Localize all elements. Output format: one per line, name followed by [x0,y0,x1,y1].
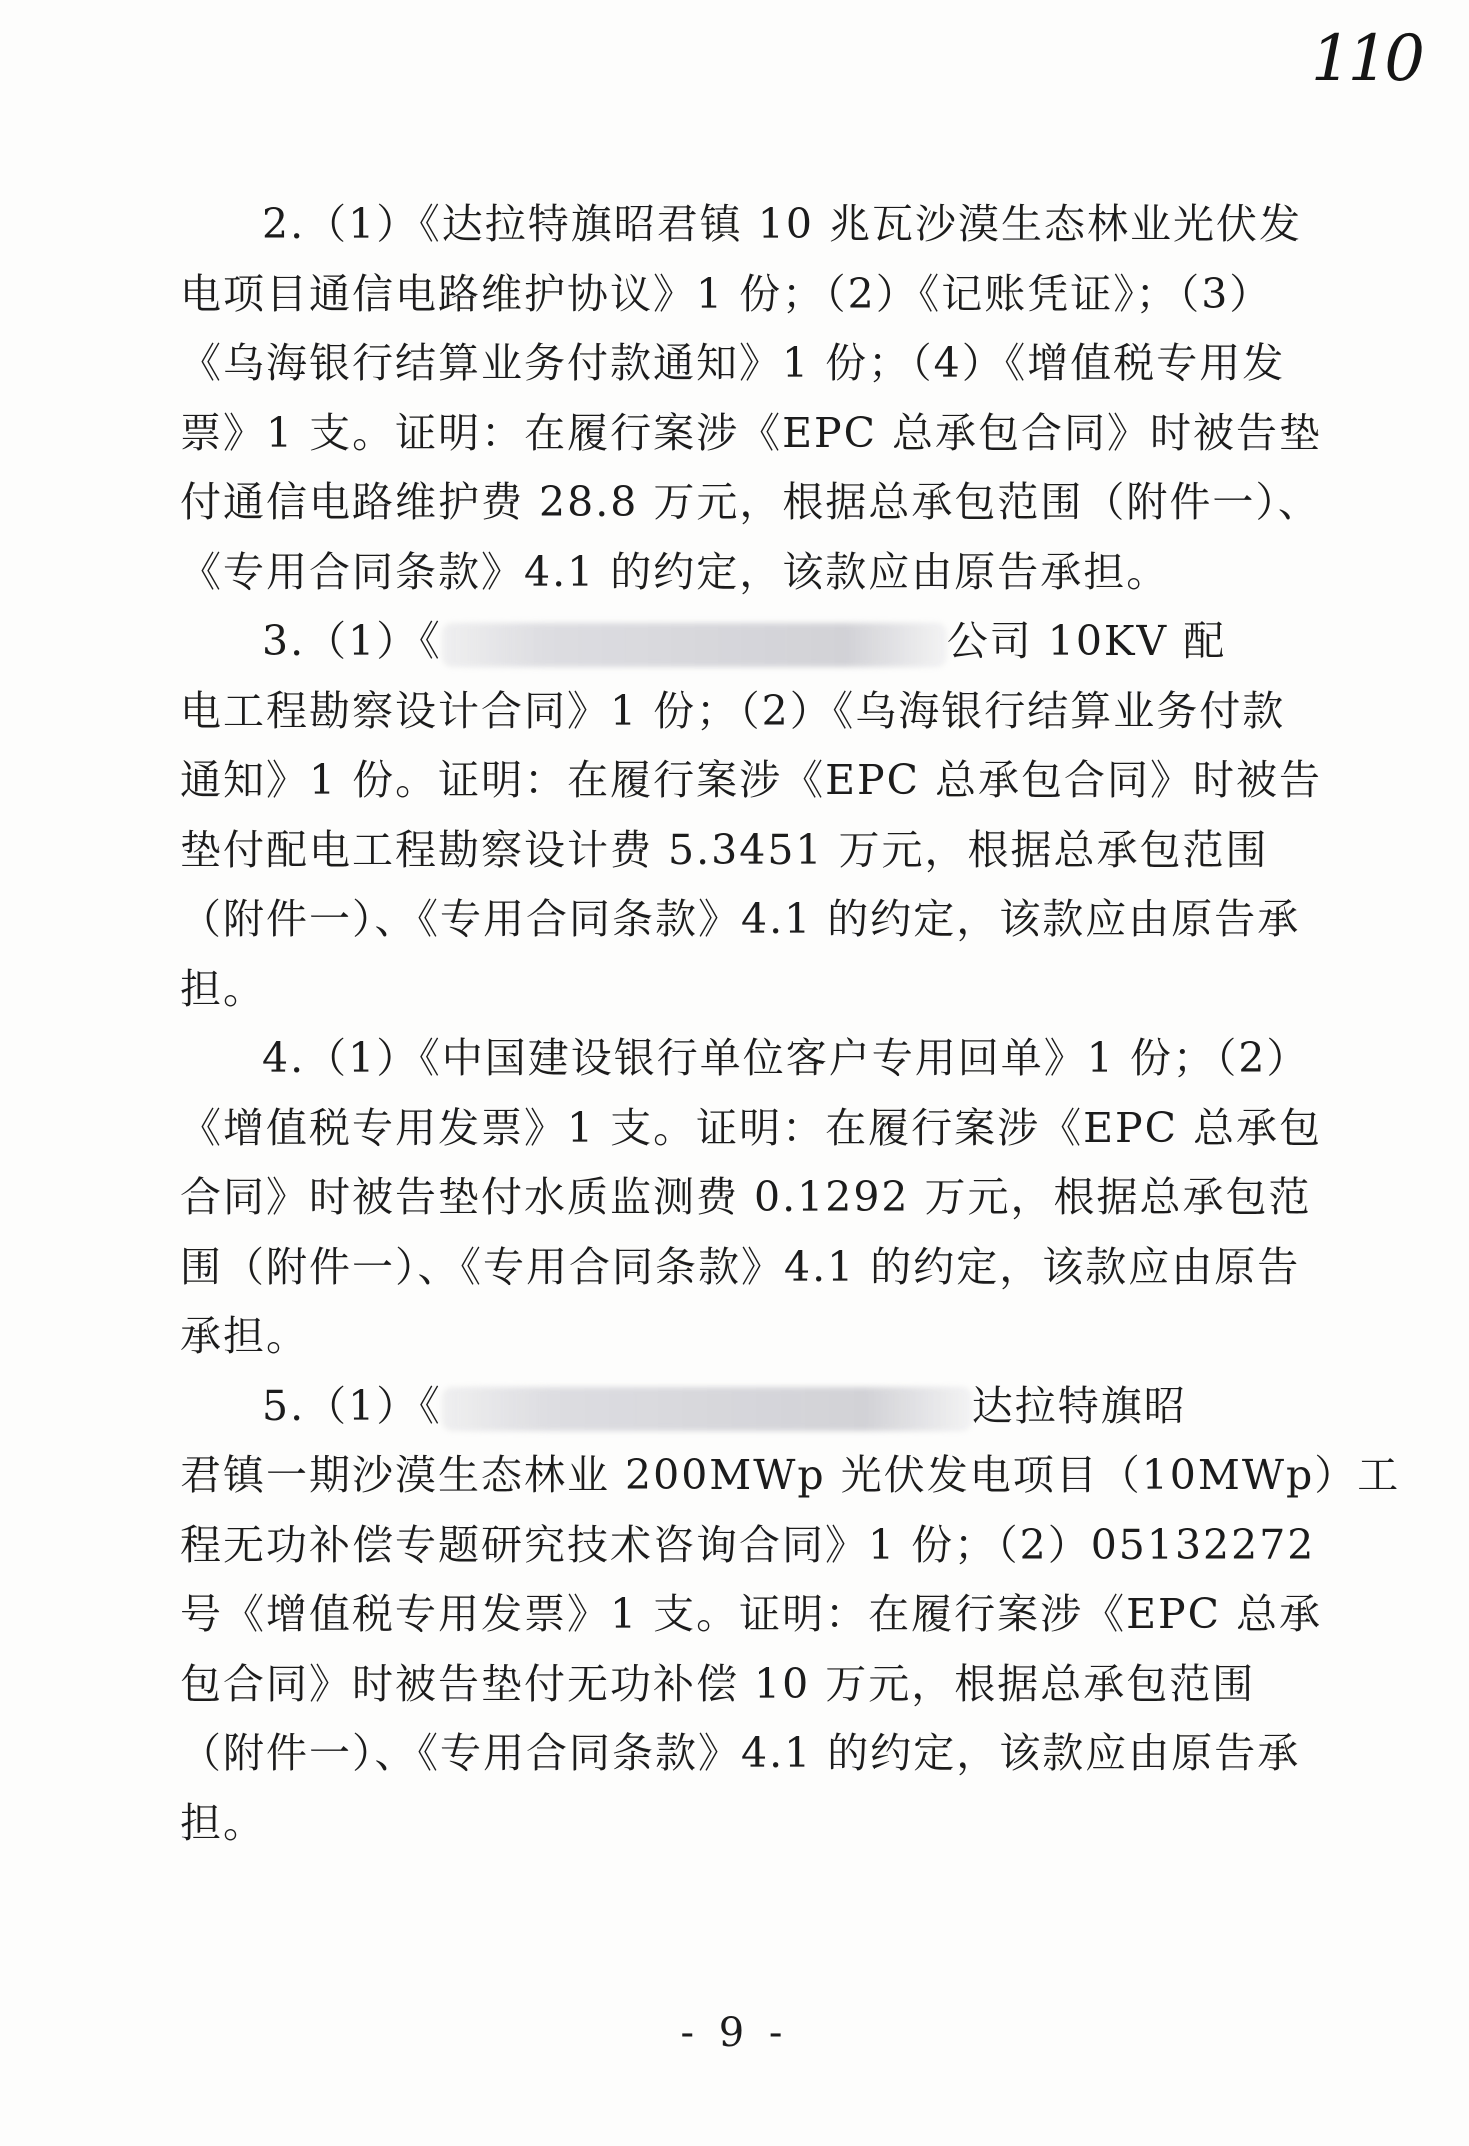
text-fragment: 公司 10KV 配 [946,617,1227,665]
document-body [180,190,1401,1858]
text-line: 号《增值税专用发票》1 支。证明：在履行案涉《EPC 总承 [180,1590,1323,1638]
text-line: 君镇一期沙漠生态林业 200MWp 光伏发电项目（10MWp）工 [180,1451,1401,1499]
text-line: 通知》1 份。证明：在履行案涉《EPC 总承包合同》时被告 [180,756,1323,804]
text-line: 垫付配电工程勘察设计费 5.3451 万元，根据总承包范围 [180,825,1269,874]
text-line: 程无功补偿专题研究技术咨询合同》1 份；（2）05132272 [180,1520,1316,1569]
text-line: 《专用合同条款》4.1 的约定，该款应由原告承担。 [180,547,1170,596]
text-line: 承担。 [180,1312,309,1360]
redacted-block [442,1387,972,1431]
text-line: 《增值税专用发票》1 支。证明：在履行案涉《EPC 总承包 [180,1103,1323,1152]
text-line: 付通信电路维护费 28.8 万元，根据总承包范围（附件一）、 [180,478,1321,526]
text-line: 电工程勘察设计合同》1 份；（2）《乌海银行结算业务付款 [180,686,1286,735]
text-line [180,1372,1210,1442]
evidence-item-5 [180,1372,1401,1859]
text-fragment: 达拉特旗昭 [971,1381,1187,1430]
page-number: - 9 - [680,2010,789,2056]
text-line: 担。 [180,964,266,1013]
redacted-block [442,623,947,667]
text-fragment: 3.（1）《 [262,617,442,665]
text-line: 4.（1）《中国建设银行单位客户专用回单》1 份；（2） [262,1034,1310,1082]
text-line: 合同》时被告垫付水质监测费 0.1292 万元，根据总承包范 [180,1173,1312,1221]
text-line: （附件一）、《专用合同条款》4.1 的约定，该款应由原告承 [180,1729,1301,1777]
evidence-item-3 [180,607,1323,1024]
evidence-item-4 [180,1024,1323,1372]
text-line: 电项目通信电路维护协议》1 份；（2）《记账凭证》；（3） [180,269,1273,318]
text-line: 围（附件一）、《专用合同条款》4.1 的约定，该款应由原告 [180,1242,1301,1291]
text-line [180,607,1227,677]
text-line: 票》1 支。证明：在履行案涉《EPC 总承包合同》时被告垫 [180,408,1323,457]
text-line: （附件一）、《专用合同条款》4.1 的约定，该款应由原告承 [180,895,1301,943]
text-line: 2.（1）《达拉特旗昭君镇 10 兆瓦沙漠生态林业光伏发 [262,200,1302,248]
text-fragment: 5.（1）《 [262,1381,442,1430]
evidence-item-2 [180,190,1323,607]
handwritten-page-mark: 110 [1310,22,1421,96]
text-line: 包合同》时被告垫付无功补偿 10 万元，根据总承包范围 [180,1659,1256,1708]
text-line: 担。 [180,1798,266,1847]
text-line: 《乌海银行结算业务付款通知》1 份；（4）《增值税专用发 [180,339,1286,387]
